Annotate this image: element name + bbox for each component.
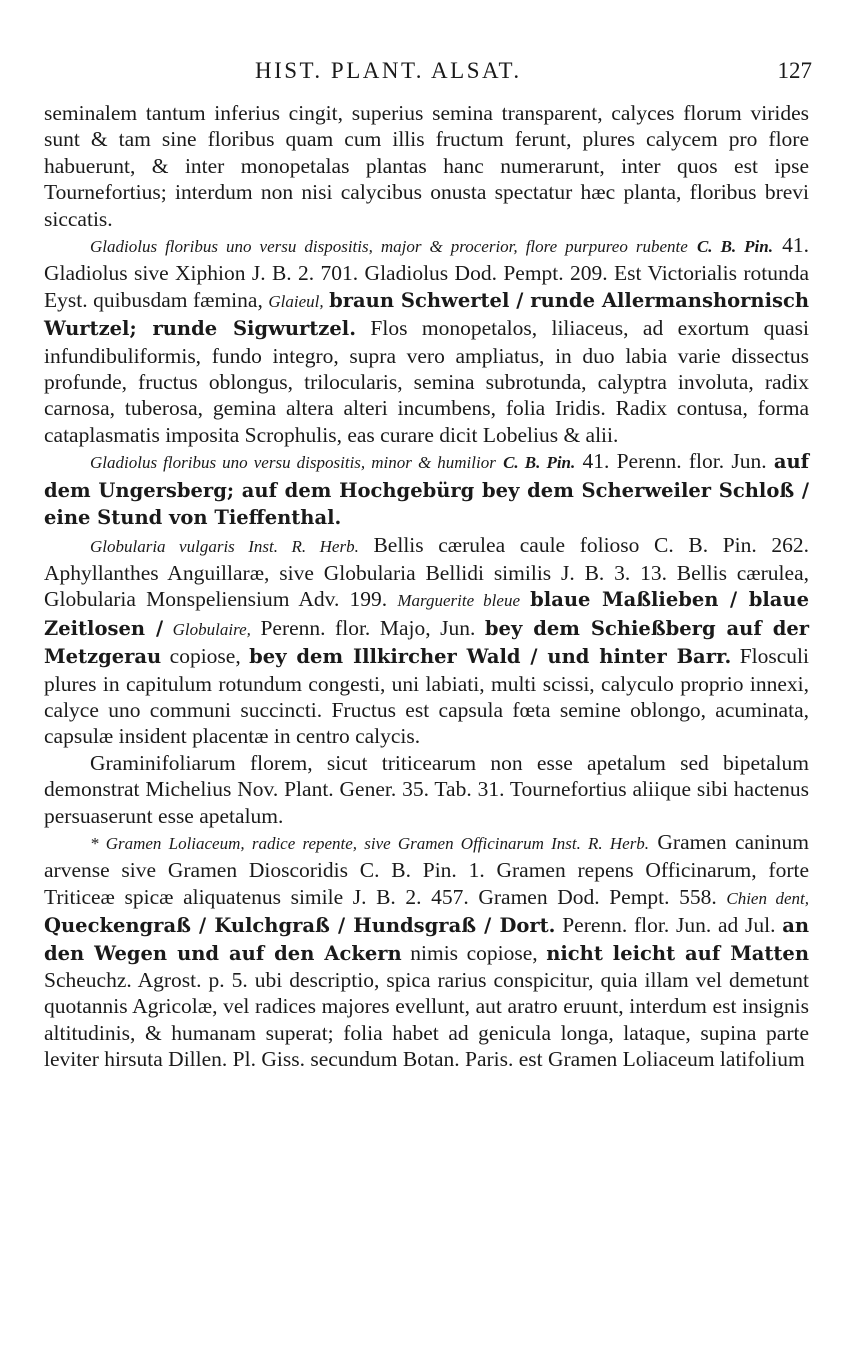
entry-text: Bellis cærulea caule folioso C. B. Pin. 262. Aphyllanthes Anguillaræ, sive Globularia Bellidi similis J. B. 3. 13. Bellis cærulea, Globularia Monspeliensium Adv. 199. <box>44 532 810 612</box>
running-title: HIST. PLANT. ALSAT. <box>255 58 522 83</box>
page-header <box>0 58 850 92</box>
french-name: Globulaire, <box>172 619 251 639</box>
p5-text: Graminifoliarum florem, sicut triticearum non esse apetalum sed bipetalum demonstrat Michelius Nov. Plant. Gener. 35. Tab. 31. Tournefortius aliique sibi hactenus persuaserunt esse apetalum. <box>44 750 809 828</box>
page-number: 127 <box>777 58 812 83</box>
german-locations: bey dem Schießberg auf der Metzgerau <box>44 616 810 669</box>
entry-text: Perenn. flor. Majo, Jun. <box>260 615 476 640</box>
entry-text: 41. Gladiolus sive Xiphion J. B. 2. 701. Gladiolus Dod. Pempt. 209. Est Victorialis rotunda Eyst. quibusdam fæmina, <box>44 233 810 312</box>
species-name: * Gramen Loliaceum, radice repente, sive Gramen Officinarum Inst. R. Herb. <box>90 833 650 853</box>
species-name: Gladiolus floribus uno versu dispositis, major & procerior, flore purpureo rubente <box>90 237 688 257</box>
entry-text: nimis copiose, <box>410 940 538 965</box>
german-locations: an den Wegen und auf den Ackern <box>44 914 810 965</box>
entry-text: copiose, <box>169 644 241 669</box>
german-note: nicht leicht auf Matten <box>546 941 810 965</box>
german-names: Queckengraß / Kulchgraß / Hundsgraß / Dort. <box>44 914 556 938</box>
text-body <box>44 100 809 1073</box>
reference: C. B. Pin. <box>696 237 773 257</box>
paragraph-1 <box>44 100 809 232</box>
french-name: Glaieul, <box>268 291 324 311</box>
p1-text: seminalem tantum inferius cingit, superius semina transparent, calyces florum virides sunt & tam sine floribus quam cum illis fructum ferunt, plures calycem pro flore habuerunt, & inter monopetalas plantas hanc numerarunt, inter quos est ipse Tournefortius; interdum non nisi calycibus onusta spectatur hæc planta, floribus brevi siccatis. <box>44 101 809 231</box>
german-names: braun Schwertel / runde Allermanshornisch Wurtzel; runde Sigwurtzel. <box>44 288 810 341</box>
entry-globularia <box>44 532 809 750</box>
french-name: Chien dent, <box>726 888 809 908</box>
reference: C. B. Pin. <box>503 453 576 473</box>
entry-gramen <box>44 829 809 1073</box>
species-name: Globularia vulgaris Inst. R. Herb. <box>90 536 359 556</box>
french-name: Marguerite bleue <box>397 591 520 611</box>
german-names: blaue Maßlieben / blaue Zeitlosen / <box>44 588 809 640</box>
species-name: Gladiolus floribus uno versu dispositis, minor & humilior <box>90 453 496 473</box>
german-locations: auf dem Ungersberg; auf dem Hochgebürg bey dem Scherweiler Schloß / eine Stund von Tieffenthal. <box>44 450 810 530</box>
entry-text: 41. Perenn. flor. Jun. <box>582 449 767 474</box>
entry-text: Perenn. flor. Jun. ad Jul. <box>562 913 776 938</box>
entry-text: Scheuchz. Agrost. p. 5. ubi descriptio, spica rarius conspicitur, quia illam vel demetunt quotannis Agricolæ, vel radices majores evellunt, aut aratro eruunt, interdum est insignis altitudinis, & humanam superat; folia habet ad genicula longa, lataque, supina parte leviter hirsuta Dillen. Pl. Giss. secundum Botan. Paris. est Gramen Loliaceum latifolium <box>44 968 809 1072</box>
entry-text: Flos monopetalos, liliaceus, ad exortum quasi infundibuliformis, fundo integro, supra vero ampliatus, in duo labia varie dissectus profunde, fructus oblongus, trilocularis, semina subrotunda, calyptra involuta, radix carnosa, tuberosa, gemina altera alteri incumbens, folia Iridis. Radix contusa, forma cataplasmatis imposita Scrophulis, eas curare dicit Lobelius & alii. <box>44 316 810 447</box>
entry-text: Gramen caninum arvense sive Gramen Dioscoridis C. B. Pin. 1. Gramen repens Officinarum, forte Triticeæ spicæ aliquatenus simile J. B. 2. 457. Gramen Dod. Pempt. 558. <box>44 829 809 909</box>
entry-gladiolus-minor <box>44 448 809 531</box>
paragraph-graminifoliarum <box>44 750 809 829</box>
entry-gladiolus-major <box>44 232 809 448</box>
german-locations: bey dem Illkircher Wald / und hinter Barr. <box>249 645 732 669</box>
entry-text: Flosculi plures in capitulum rotundum congesti, uni labiati, multi scissi, calyculo proprio innexi, calyce uno communi succincti. Fructus est capsula fœta semine oblongo, acuminata, capsulæ insident placentæ in centro calycis. <box>44 644 809 749</box>
